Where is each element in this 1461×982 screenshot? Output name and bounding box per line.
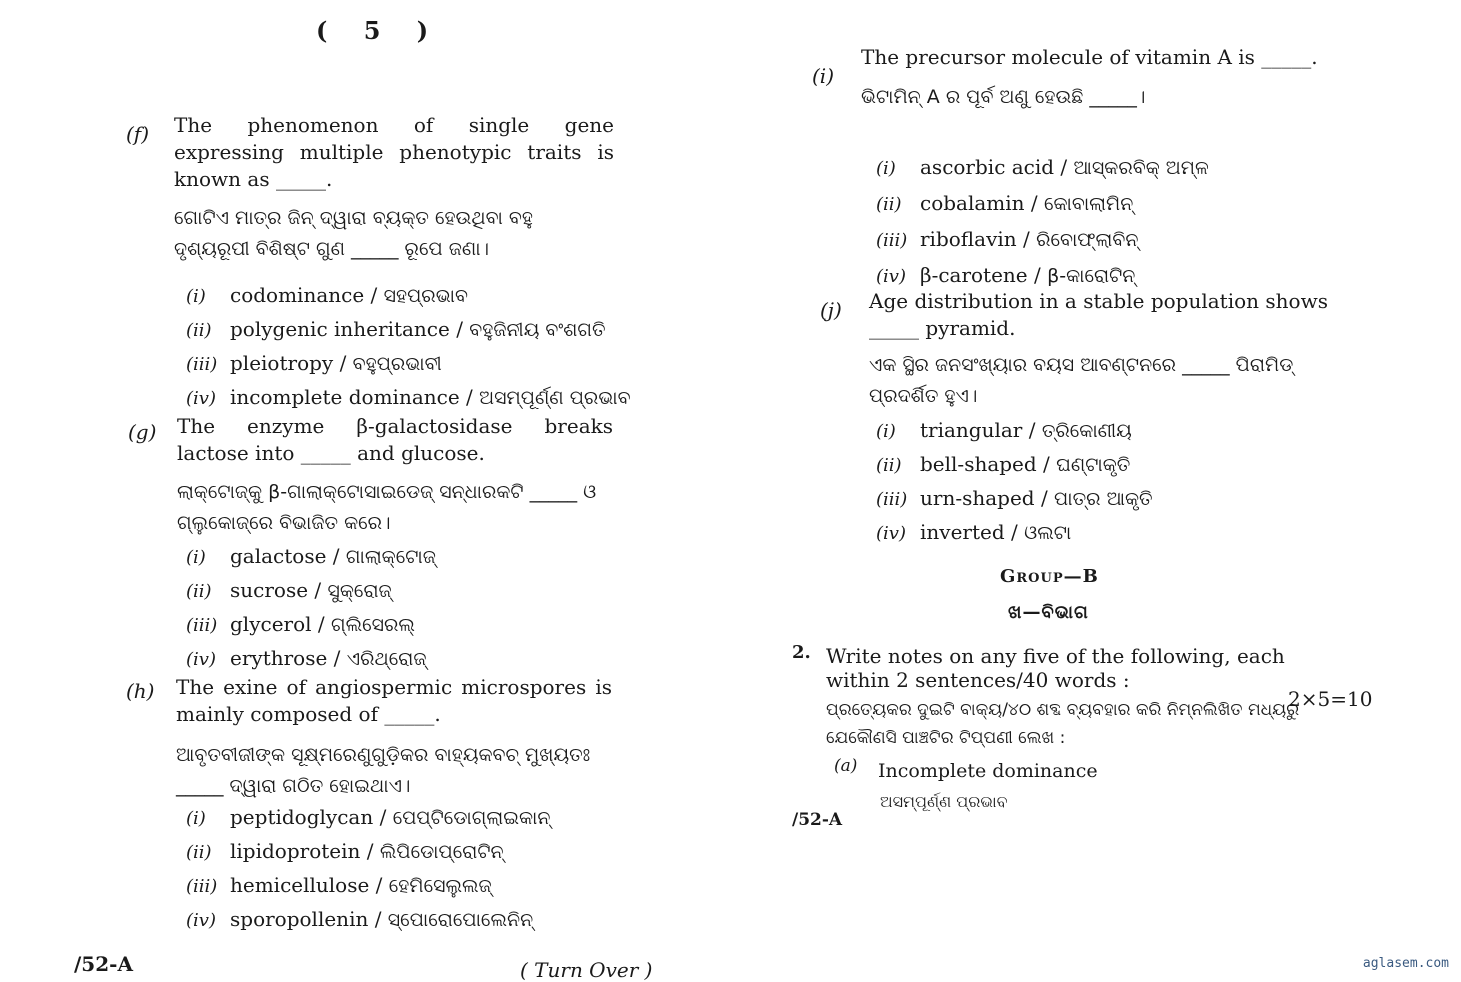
footer-code-left: /52-A [74, 952, 133, 976]
question-f [174, 112, 614, 265]
question-text-od: ଏକ ସ୍ଥିର ଜନସଂଖ୍ୟାର ବୟସ ଆବଣ୍ଟନରେ _____ ପିରାମିଡ୍ ପ୍ରଦର୍ଶିତ ହୁଏ। [869, 354, 1294, 407]
turn-over-note: ( Turn Over ) [520, 958, 653, 982]
question-label: (i) [812, 64, 835, 88]
page-number: ( 5 ) [316, 16, 443, 45]
option: (ii) bell-shaped / ଘଣ୍ଟାକୃତି [876, 452, 1131, 476]
question-number: 2. [792, 642, 811, 663]
option: (iv) erythrose / ଏରିଥ୍ରୋଜ୍ [186, 646, 427, 670]
option: (iv) incomplete dominance / ଅସମ୍ପୂର୍ଣ୍ଣ ପ୍ରଭାବ [186, 385, 631, 409]
question-2 [826, 644, 1326, 752]
options-j [876, 414, 1153, 550]
footer-code-right: /52-A [792, 810, 843, 830]
options-h [186, 801, 550, 937]
option: (iii) pleiotropy / ବହୁପ୍ରଭାବୀ [186, 351, 442, 375]
option: (ii) polygenic inheritance / ବହୁଜିନୀୟ ବଂଶଗତି [186, 317, 606, 341]
option: (iii) glycerol / ଗ୍ଲିସେରଲ୍ [186, 612, 415, 636]
question-text-en: Write notes on any five of the following, each within 2 sentences/40 words : [826, 644, 1285, 692]
option: (i) codominance / ସହପ୍ରଭାବ [186, 283, 468, 307]
question-text-od: ଭିଟାମିନ୍ A ର ପୂର୍ବ ଅଣୁ ହେଉଛି _____। [861, 86, 1146, 108]
question-label: (j) [820, 298, 842, 322]
question-label: (f) [126, 122, 150, 146]
option: (i) ascorbic acid / ଆସ୍କରବିକ୍ ଅମ୍ଳ [876, 155, 1209, 179]
question-text-en: The enzyme β-galactosidase breaks lactose into _____ and glucose. [177, 414, 613, 465]
question-text-od: ଗୋଟିଏ ମାତ୍ର ଜିନ୍ ଦ୍ୱାରା ବ୍ୟକ୍ତ ହେଉଥିବା ବହୁ ଦୃଶ୍ୟରୂପୀ ବିଶିଷ୍ଟ ଗୁଣ _____ ରୂପେ ଜଣା। [174, 207, 533, 260]
question-label: (g) [128, 420, 157, 444]
option: (iv) β-carotene / β-କାରୋଟିନ୍ [876, 263, 1136, 287]
question-i [861, 42, 1351, 113]
question-text-od: ଲାକ୍ଟୋଜ୍‌କୁ β-ଗାଲାକ୍ଟୋସାଇଡେଜ୍ ସନ୍ଧାରକଟି _____ ଓ ଗ୍ଲୁକୋଜ୍‌ରେ ବିଭାଜିତ କରେ। [177, 481, 597, 534]
question-text-en: The phenomenon of single gene expressing multiple phenotypic traits is known as _____. [174, 113, 614, 191]
question-text-od: ପ୍ରତ୍ୟେକର ଦୁଇଟି ବାକ୍ୟ/୪୦ ଶବ୍ଦ ବ୍ୟବହାର କରି ନିମ୍ନଲିଖିତ ମଧ୍ୟରୁ ଯେକୌଣସି ପାଞ୍ଚଟିର ଟିପ୍ପଣୀ ଲେଖ : [826, 700, 1300, 748]
question-text-en: The precursor molecule of vitamin A is _____. [861, 45, 1318, 69]
options-g [186, 540, 436, 676]
options-f [186, 279, 631, 415]
option: (iv) inverted / ଓଲଟା [876, 520, 1072, 544]
question-text-en: The exine of angiospermic microspores is mainly composed of _____. [176, 675, 612, 726]
marks: 2×5=10 [1288, 687, 1373, 711]
watermark: aglasem.com [1362, 956, 1449, 971]
option: (iii) urn-shaped / ପାତ୍ର ଆକୃତି [876, 486, 1153, 510]
option: (iv) sporopollenin / ସ୍ପୋରୋପୋଲେନିନ୍ [186, 907, 534, 931]
option: (iii) hemicellulose / ହେମିସେଲୁଲଜ୍ [186, 873, 492, 897]
option: (i) galactose / ଗାଲାକ୍ଟୋଜ୍ [186, 544, 436, 568]
option: (iii) riboflavin / ରିବୋଫ୍ଲାବିନ୍ [876, 227, 1139, 251]
sub-question-en: Incomplete dominance [878, 760, 1098, 782]
question-text-od: ଆବୃତବୀଜୀଙ୍କ ସୂକ୍ଷ୍ମରେଣୁଗୁଡ଼ିକର ବାହ୍ୟକବଚ୍ ମୁଖ୍ୟତଃ _____ ଦ୍ୱାରା ଗଠିତ ହୋଇଥାଏ। [176, 744, 591, 797]
group-heading-od: ଖ—ବିଭାଗ [1008, 602, 1089, 623]
question-label: (h) [126, 679, 155, 703]
option: (i) peptidoglycan / ପେପ୍ଟିଡୋଗ୍ଲାଇକାନ୍ [186, 805, 551, 829]
group-heading-en: Group—B [1000, 566, 1099, 587]
option: (ii) sucrose / ସୁକ୍ରୋଜ୍ [186, 578, 392, 602]
options-i [876, 150, 1209, 294]
option: (ii) lipidoprotein / ଲିପିଡୋପ୍ରୋଟିନ୍ [186, 839, 504, 863]
question-text-en: Age distribution in a stable population shows _____ pyramid. [869, 289, 1328, 340]
sub-question-label: (a) [834, 756, 858, 776]
option: (ii) cobalamin / କୋବାଲାମିନ୍ [876, 191, 1134, 215]
question-g [177, 413, 613, 539]
question-h [176, 674, 612, 802]
option: (i) triangular / ତ୍ରିକୋଣୀୟ [876, 418, 1132, 442]
sub-question-od: ଅସମ୍ପୂର୍ଣ୍ଣ ପ୍ରଭାବ [880, 792, 1008, 811]
question-j [869, 288, 1333, 412]
